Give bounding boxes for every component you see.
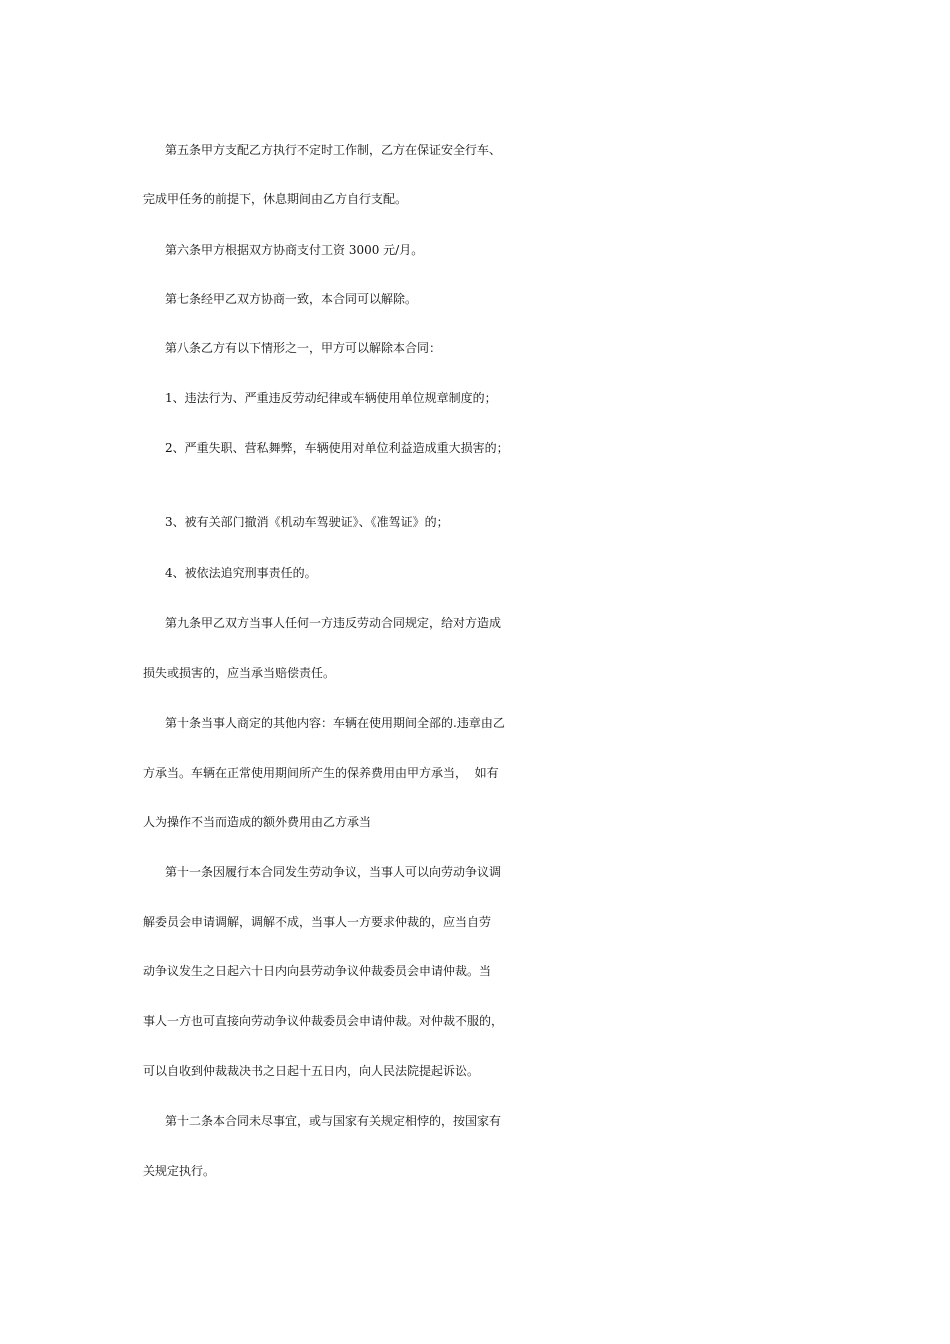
article-12-line-2: 关规定执行。 [143, 1164, 216, 1178]
article-8-item-2: 2、严重失职、营私舞弊，车辆使用对单位利益造成重大损害的； [165, 441, 509, 455]
article-5-line-1: 第五条甲方支配乙方执行不定时工作制，乙方在保证安全行车、 [165, 143, 502, 157]
article-8-item-3: 3、被有关部门撤消《机动车驾驶证》、《准驾证》的； [165, 515, 449, 529]
article-9-line-1: 第九条甲乙双方当事人任何一方违反劳动合同规定，给对方造成 [165, 616, 502, 630]
article-8-item-4: 4、被依法追究刑事责任的。 [165, 566, 317, 580]
article-6: 第六条甲方根据双方协商支付工资 3000 元/月。 [165, 243, 424, 257]
article-10-line-3: 人为操作不当而造成的额外费用由乙方承当 [143, 815, 372, 829]
article-5-line-2: 完成甲任务的前提下，休息期间由乙方自行支配。 [143, 192, 408, 206]
article-7: 第七条经甲乙双方协商一致，本合同可以解除。 [165, 292, 418, 306]
article-8: 第八条乙方有以下情形之一，甲方可以解除本合同： [165, 341, 442, 355]
article-11-line-4: 事人一方也可直接向劳动争议仲裁委员会申请仲裁。对仲裁不服的， [143, 1014, 504, 1028]
article-9-line-2: 损失或损害的，应当承当赔偿责任。 [143, 666, 336, 680]
article-10-line-1: 第十条当事人商定的其他内容：车辆在使用期间全部的.违章由乙 [165, 716, 505, 730]
article-11-line-2: 解委员会申请调解，调解不成，当事人一方要求仲裁的，应当自劳 [143, 915, 492, 929]
article-11-line-1: 第十一条因履行本合同发生劳动争议，当事人可以向劳动争议调 [165, 865, 502, 879]
article-8-item-1: 1、违法行为、严重违反劳动纪律或车辆使用单位规章制度的； [165, 391, 497, 405]
article-11-line-5: 可以自收到仲裁裁决书之日起十五日内，向人民法院提起诉讼。 [143, 1064, 480, 1078]
article-10-line-2: 方承当。车辆在正常使用期间所产生的保养费用由甲方承当， 如有 [143, 766, 499, 780]
article-12-line-1: 第十二条本合同未尽事宜，或与国家有关规定相悖的，按国家有 [165, 1114, 502, 1128]
article-11-line-3: 动争议发生之日起六十日内向县劳动争议仲裁委员会申请仲裁。当 [143, 964, 492, 978]
